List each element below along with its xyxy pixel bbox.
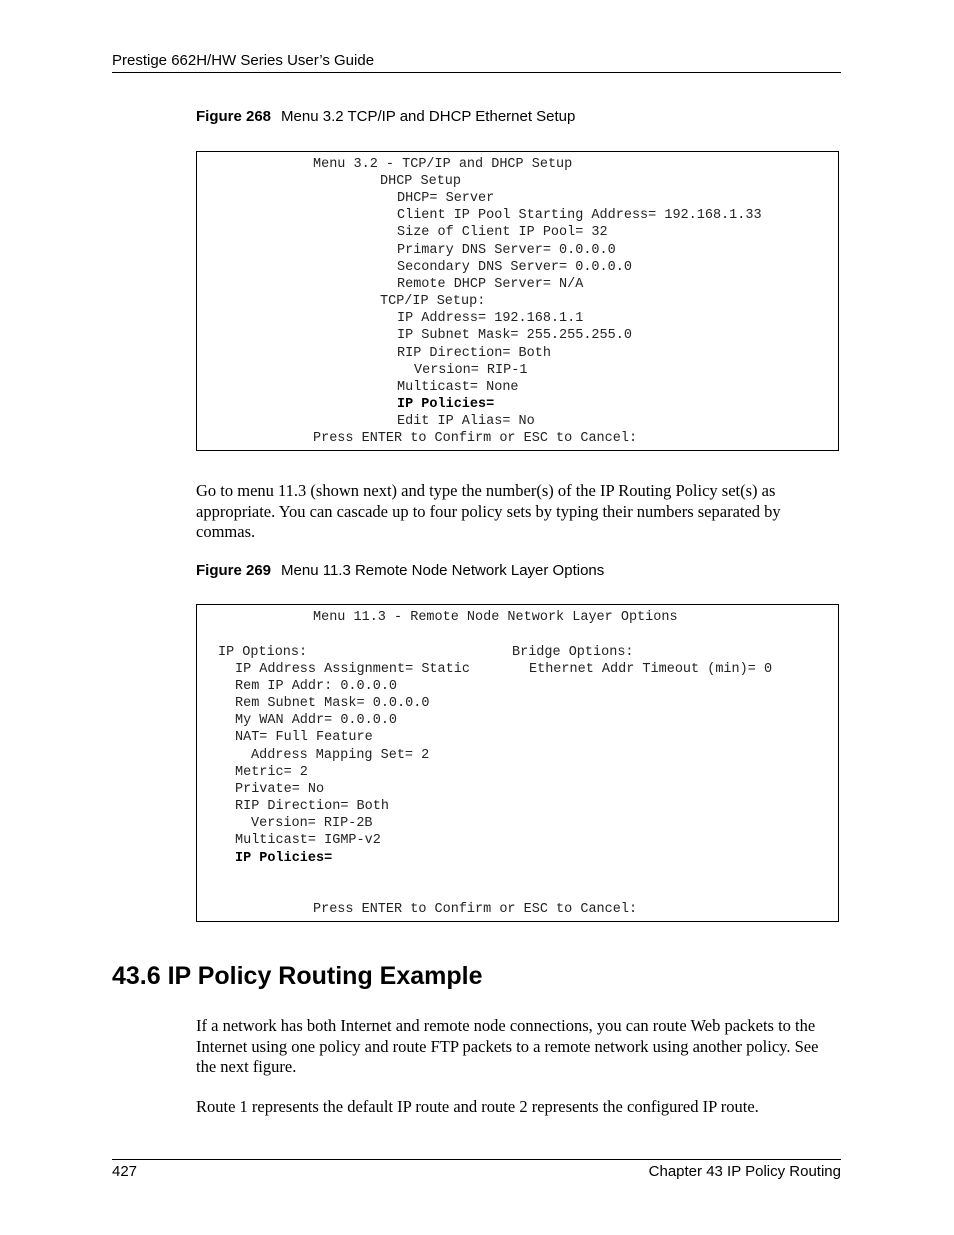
menu-line: Remote DHCP Server= N/A	[397, 277, 584, 292]
menu-11-3-screen	[196, 604, 839, 922]
body-paragraph: Route 1 represents the default IP route and route 2 represents the configured IP route.	[196, 1097, 759, 1116]
menu-line: IP Address Assignment= Static	[235, 662, 470, 677]
figure-caption-text: Menu 3.2 TCP/IP and DHCP Ethernet Setup	[281, 108, 576, 125]
menu-line: Rem Subnet Mask= 0.0.0.0	[235, 696, 430, 711]
menu-line: RIP Direction= Both	[235, 799, 389, 814]
menu-line: My WAN Addr= 0.0.0.0	[235, 713, 398, 728]
page-footer	[112, 1159, 841, 1184]
menu-line: Multicast= IGMP-v2	[235, 833, 381, 848]
menu-line: Client IP Pool Starting Address= 192.168.1.33	[397, 208, 762, 223]
figure-caption-text: Menu 11.3 Remote Node Network Layer Options	[281, 562, 605, 579]
guide-title: Prestige 662H/HW Series User’s Guide	[112, 52, 375, 69]
menu-line: Version= RIP-1	[414, 363, 528, 378]
menu-line: Private= No	[235, 782, 325, 797]
menu-line: Multicast= None	[397, 380, 519, 395]
ip-policies-field: IP Policies=	[397, 397, 495, 412]
menu-line: Rem IP Addr: 0.0.0.0	[235, 679, 398, 694]
menu-line: RIP Direction= Both	[397, 346, 551, 361]
body-paragraph: If a network has both Internet and remote node connections, you can route Web packets to the Internet using one policy and route FTP packets to a remote network using another policy. See the next figure.	[196, 1016, 819, 1076]
menu-3-2-screen	[196, 151, 839, 451]
menu-line: TCP/IP Setup:	[380, 294, 486, 309]
menu-line: IP Subnet Mask= 255.255.255.0	[397, 328, 632, 343]
menu-title: Menu 11.3 - Remote Node Network Layer Options	[313, 610, 678, 625]
figure-268-caption	[196, 108, 575, 125]
menu-line: DHCP Setup	[380, 174, 462, 189]
menu-line: Secondary DNS Server= 0.0.0.0	[397, 260, 632, 275]
page-number: 427	[112, 1163, 138, 1180]
menu-line: Primary DNS Server= 0.0.0.0	[397, 243, 616, 258]
menu-line: NAT= Full Feature	[235, 730, 373, 745]
figure-label: Figure 268	[196, 108, 272, 125]
menu-prompt: Press ENTER to Confirm or ESC to Cancel:	[313, 902, 638, 917]
menu-line: Address Mapping Set= 2	[251, 748, 430, 763]
menu-line: Edit IP Alias= No	[397, 414, 535, 429]
page-header	[112, 51, 841, 73]
figure-label: Figure 269	[196, 562, 272, 579]
menu-prompt: Press ENTER to Confirm or ESC to Cancel:	[313, 431, 638, 446]
menu-line: Version= RIP-2B	[251, 816, 373, 831]
section-heading: 43.6 IP Policy Routing Example	[112, 962, 483, 990]
figure-269-caption	[196, 562, 604, 579]
menu-line: Bridge Options:	[512, 645, 634, 660]
menu-line: Metric= 2	[235, 765, 308, 780]
body-paragraph: Go to menu 11.3 (shown next) and type the number(s) of the IP Routing Policy set(s) as appropriate. You can cascade up to four policy sets by typing their numbers separated by commas.	[196, 481, 781, 541]
menu-line: IP Address= 192.168.1.1	[397, 311, 584, 326]
chapter-title: Chapter 43 IP Policy Routing	[648, 1163, 841, 1180]
menu-line: DHCP= Server	[397, 191, 495, 206]
menu-line: Ethernet Addr Timeout (min)= 0	[529, 662, 773, 677]
menu-line: Size of Client IP Pool= 32	[397, 225, 608, 240]
ip-policies-field: IP Policies=	[235, 851, 333, 866]
menu-line: IP Options:	[218, 645, 308, 660]
menu-title: Menu 3.2 - TCP/IP and DHCP Setup	[313, 157, 573, 172]
